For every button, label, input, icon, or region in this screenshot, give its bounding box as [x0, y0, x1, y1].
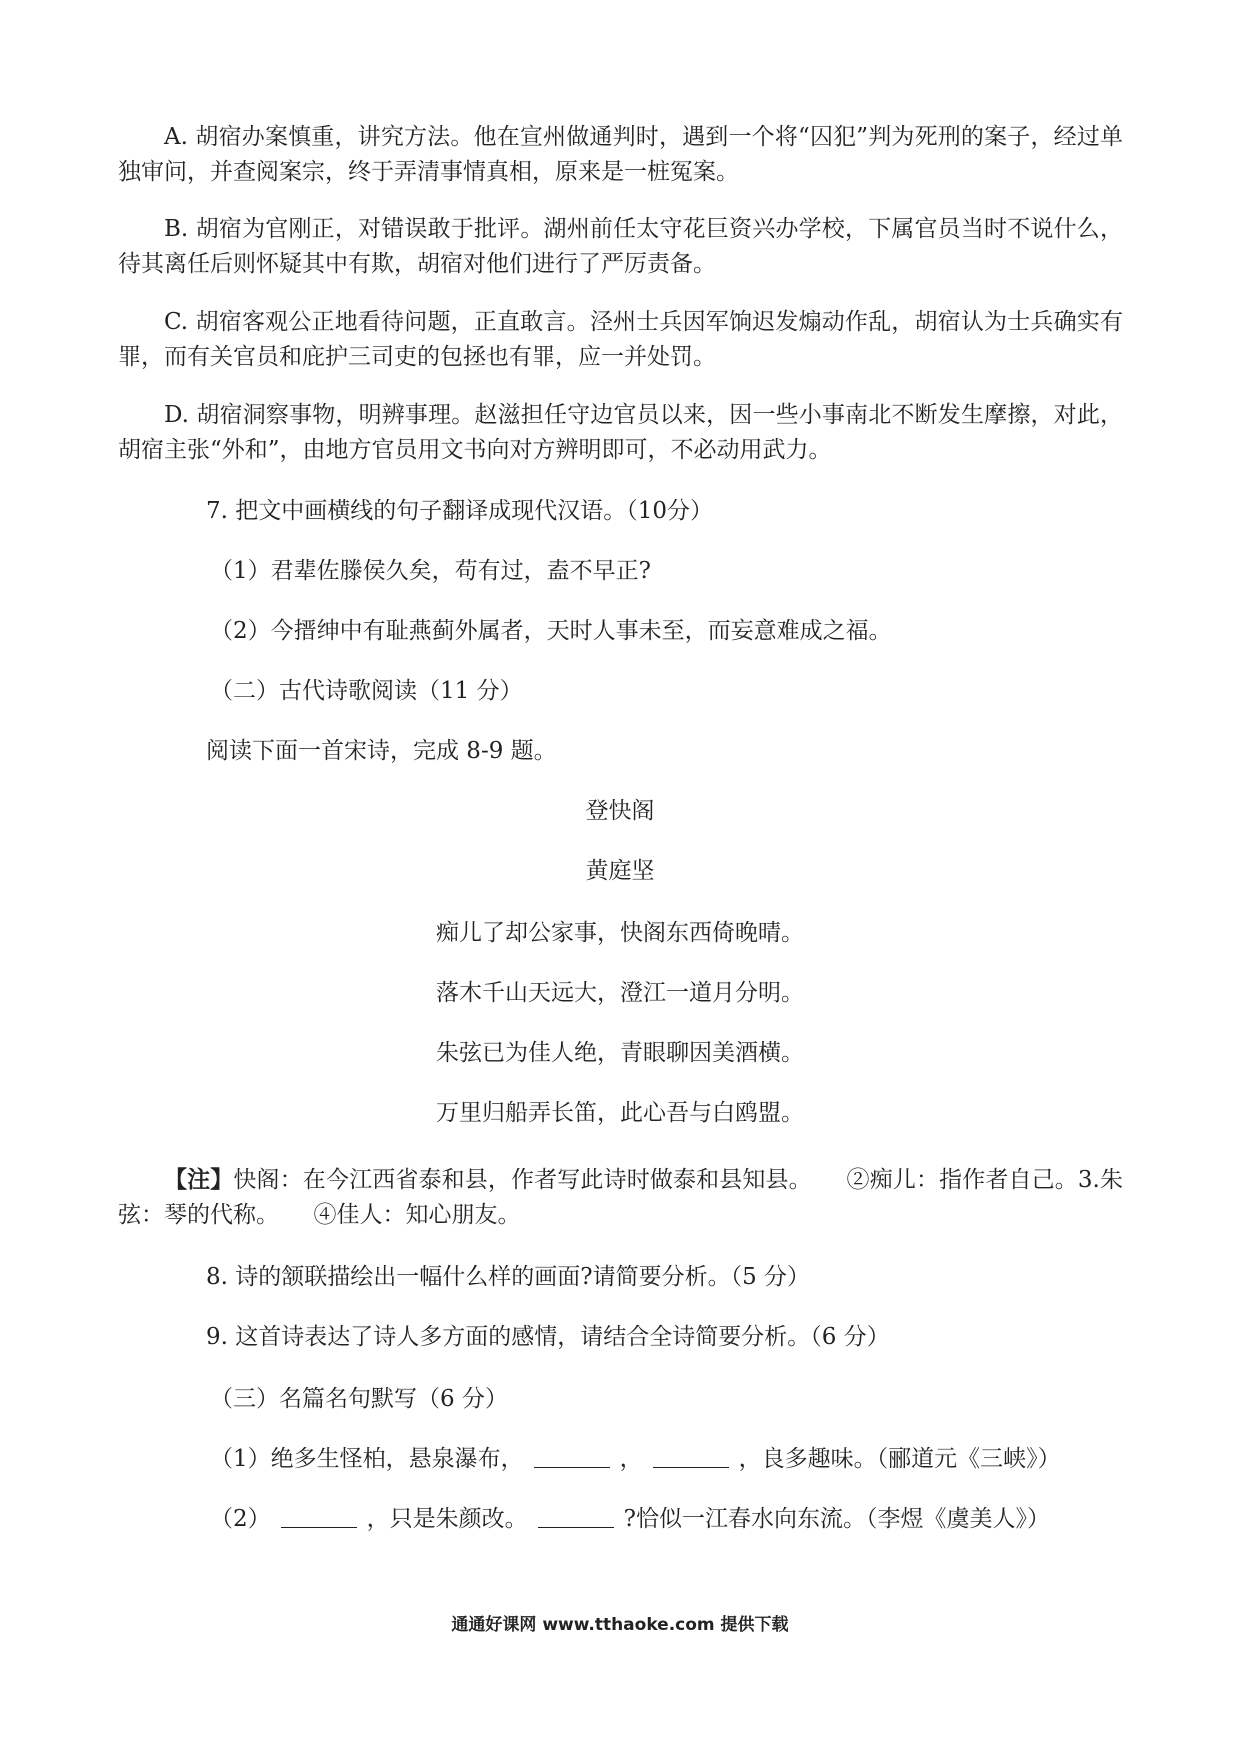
- option-c: C. 胡宿客观公正地看待问题，正直敢言。泾州士兵因军饷迟发煽动作乱，胡宿认为士兵确实有罪，而有关官员和庇护三司吏的包拯也有罪，应一并处罚。: [118, 309, 1123, 370]
- poem-line: 落木千山天远大，澄江一道月分明。: [436, 980, 804, 1006]
- question-9: 9. 这首诗表达了诗人多方面的感情，请结合全诗简要分析。（6 分）: [206, 1324, 890, 1350]
- option-d: D. 胡宿洞察事物，明辨事理。赵滋担任守边官员以来，因一些小事南北不断发生摩擦，对此，胡宿主张“外和”，由地方官员用文书向对方辨明即可，不必动用武力。: [118, 402, 1123, 463]
- recitation-2-suffix: ?恰似一江春水向东流。（李煜《虞美人》）: [623, 1506, 1050, 1532]
- option-a: A. 胡宿办案慎重，讲究方法。他在宣州做通判时，遇到一个将“囚犯”判为死刑的案子，经过单独审问，并查阅案宗，终于弄清事情真相，原来是一桩冤案。: [118, 124, 1123, 185]
- note-label: 【注】: [164, 1166, 234, 1193]
- recitation-question-2: [210, 1504, 1050, 1534]
- answer-blank[interactable]: [281, 1505, 357, 1528]
- section-2-heading: （二）古代诗歌阅读（11 分）: [210, 678, 523, 704]
- footer-credit: 通通好课网 www.tthaoke.com 提供下载: [451, 1615, 789, 1635]
- recitation-2-prefix: （2）: [210, 1506, 271, 1532]
- question-7-sentence-1: （1）君辈佐滕侯久矣，苟有过，盍不早正?: [210, 558, 651, 584]
- poem-line: 朱弦已为佳人绝，青眼聊因美酒横。: [436, 1040, 804, 1066]
- answer-blank[interactable]: [538, 1505, 614, 1528]
- question-8: 8. 诗的颔联描绘出一幅什么样的画面?请简要分析。（5 分）: [206, 1264, 811, 1290]
- recitation-1-suffix: ，良多趣味。（郦道元《三峡》）: [738, 1446, 1061, 1472]
- poem-author: 黄庭坚: [585, 858, 655, 884]
- question-7-sentence-2: （2）今搢绅中有耻燕蓟外属者，天时人事未至，而妄意难成之福。: [210, 618, 892, 644]
- note-text: 快阁：在今江西省泰和县，作者写此诗时做泰和县知县。 ②痴儿：指作者自己。3.朱弦：琴的代称。 ④佳人：知心朋友。: [118, 1167, 1123, 1228]
- poem-line: 万里归船弄长笛，此心吾与白鸥盟。: [436, 1100, 804, 1126]
- poem-line: 痴儿了却公家事，快阁东西倚晚晴。: [436, 920, 804, 946]
- option-b: B. 胡宿为官刚正，对错误敢于批评。湖州前任太守花巨资兴办学校，下属官员当时不说什么，待其离任后则怀疑其中有欺，胡宿对他们进行了严厉责备。: [118, 216, 1123, 277]
- answer-blank[interactable]: [653, 1445, 729, 1468]
- section-2-intro: 阅读下面一首宋诗，完成 8-9 题。: [206, 738, 557, 764]
- question-7-title: 7. 把文中画横线的句子翻译成现代汉语。（10分）: [206, 498, 714, 524]
- recitation-question-1: [210, 1444, 1061, 1474]
- recitation-1-separator: ，: [619, 1446, 643, 1472]
- poem-note: [118, 1162, 1123, 1233]
- recitation-1-prefix: （1）绝多生怪柏，悬泉瀑布，: [210, 1446, 524, 1472]
- recitation-2-middle: ，只是朱颜改。: [366, 1506, 528, 1532]
- answer-blank[interactable]: [534, 1445, 610, 1468]
- poem-title: 登快阁: [585, 798, 655, 824]
- section-3-heading: （三）名篇名句默写（6 分）: [210, 1386, 508, 1412]
